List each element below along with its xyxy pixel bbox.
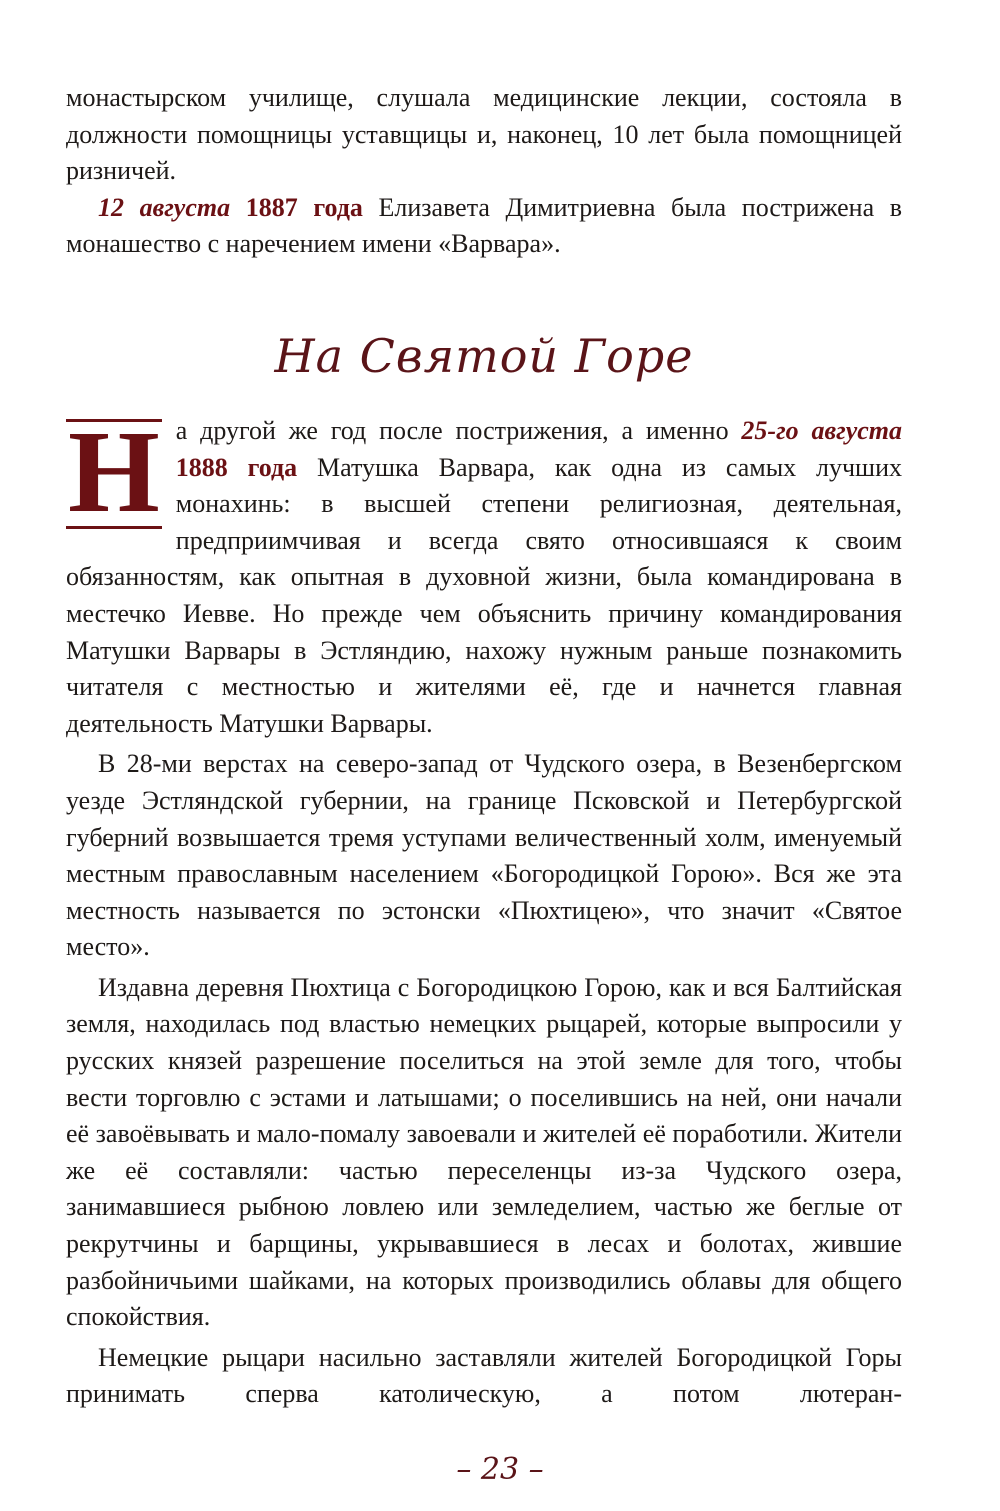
paragraph-3-start: а другой же год после пострижения, а именно [175,415,729,445]
paragraph-2-text: Елизавета Димитриевна была пострижена в монашество с наречением имени «Варвара». [66,192,902,259]
paragraph-6: Немецкие рыцари насильно заставляли жителей Богородицкой Горы принимать сперва католическую, а потом лютеран- [66,1342,902,1409]
paragraph-2 [66,190,902,263]
paragraph-3-text: Матушка Варвара, как одна из самых лучших монахинь: в высшей степени религиозная, деятельная, предприимчивая и всегда свято относившаяся к своим обязанностям, как опытная в духовной жизни, была командирована в местечко Иевве. Но прежде чем объяснить причину командирования Матушки Варвары в Эстляндию, нахожу нужным раньше познакомить читателя с местностью и жителями её, где и начнется главная деятельность Матушки Варвары. [66,452,902,738]
drop-cap: Н [68,405,160,537]
date-year: 1887 года [245,192,363,222]
paragraph-3 [66,405,902,742]
date-italic: 12 августа [98,192,231,222]
paragraph-5: Издавна деревня Пюхтица с Богородицкою Горою, как и вся Балтийская земля, находилась под властью немецких рыцарей, которые выпросили у русских князей разрешение поселиться на этой земле для того, чтобы вести торговлю с эстами и латышами; о поселившись на ней, они начали её завоёвывать и мало-помалу завоевали и жителей её поработили. Жители же её составляли: частью переселенцы из-за Чудского озера, занимавшиеся рыбною ловлею или земледелием, частью же беглые от рекрутчины и барщины, укрывавшиеся в лесах и болотах, жившие разбойничьими шайками, на которых производились облавы для общего спокойствия. [66,972,902,1332]
paragraph-1: монастырском училище, слушала медицинские лекции, состояла в должности помощницы уставщицы и, наконец, 10 лет была помощницей ризничей. [66,83,902,186]
section-heading: На Святой Горе [274,328,694,383]
page-body [66,80,902,1413]
date-year-2: 1888 года [175,452,298,482]
page-number: – 23 – [456,1452,544,1487]
date-italic-2: 25-го августа [741,415,902,445]
paragraph-4: В 28-ми верстах на северо-запад от Чудского озера, в Везенбергском уезде Эстляндской губернии, на границе Псковской и Петербургской губерний возвышается тремя уступами величественный холм, именуемый местным православным населением «Богородицкой Горою». Вся же эта местность называется по эстонски «Пюхтицею», что значит «Святое место». [66,749,902,962]
